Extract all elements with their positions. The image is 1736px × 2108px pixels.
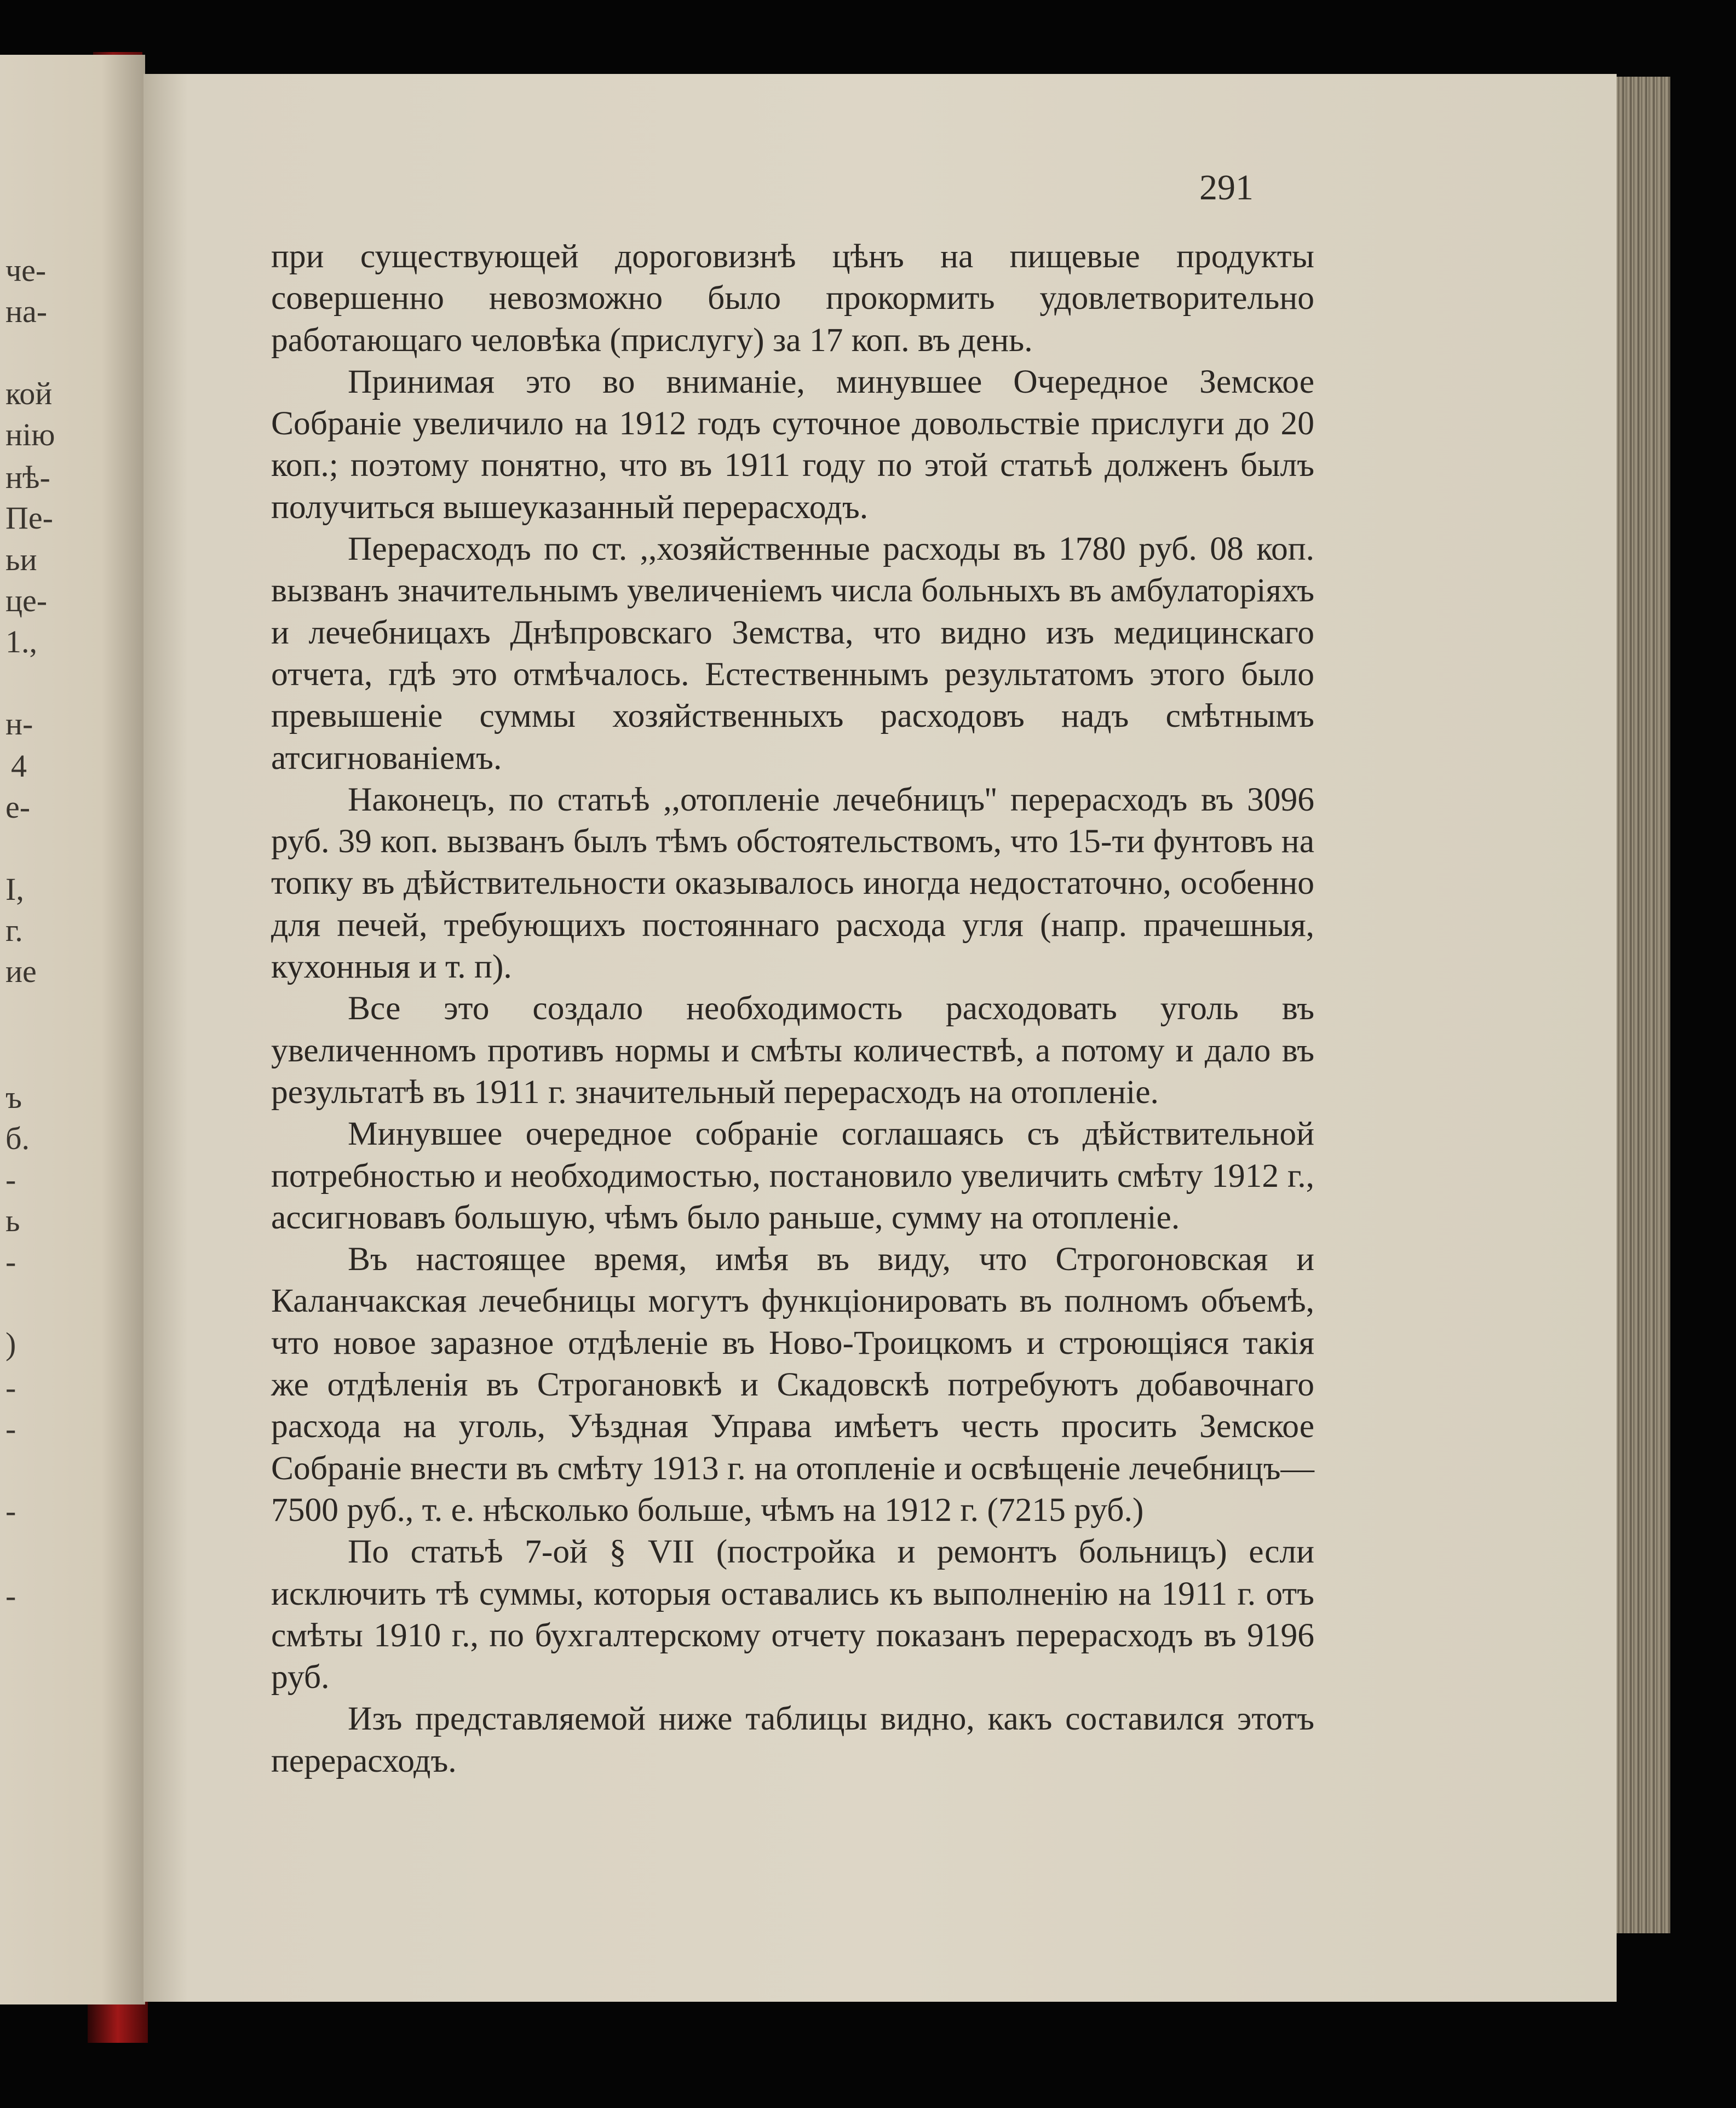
left-page-fragment: - (5, 1244, 16, 1279)
paragraph: Принимая это во вниманіе, минувшее Очередное Земское Собраніе увеличило на 1912 годъ суточное довольствіе прислуги до 20 коп.; поэтому понятно, что въ 1911 году по этой статьѣ долженъ былъ получиться вышеуказанный перерасходъ. (271, 363, 1314, 526)
paragraph: По статьѣ 7-ой § VII (постройка и ремонтъ больницъ) если исключить тѣ суммы, которыя оставались къ выполненію на 1911 г. отъ смѣты 1910 г., по бухгалтерскому отчету показанъ перерасходъ въ 9196 руб. (271, 1533, 1314, 1696)
left-page-fragment: на- (5, 294, 48, 329)
paragraph: Перерасходъ по ст. ,,хозяйственные расходы въ 1780 руб. 08 коп. вызванъ значительнымъ увеличеніемъ числа больныхъ въ амбулаторіяхъ и лечебницахъ Днѣпровскаго Земства, что видно изъ медицинскаго отчета, гдѣ это отмѣчалось. Естественнымъ результатомъ этого было превышеніе суммы хозяйственныхъ расходовъ надъ смѣтнымъ атсигнованіемъ. (271, 530, 1314, 777)
left-page-fragment: - (5, 1370, 16, 1405)
left-page-fragment: 1., (5, 624, 37, 659)
left-page-fragment: нѣ- (5, 459, 50, 495)
left-page-fragment: ) (5, 1326, 16, 1362)
left-page-fragment: - (5, 1493, 16, 1529)
left-page-fragment: ъ (5, 1079, 22, 1115)
left-page-fragment: г. (5, 912, 23, 948)
left-page-fragment: е- (5, 789, 31, 825)
left-page-fragment: - (5, 1411, 16, 1446)
left-page-fragment: нію (5, 417, 55, 452)
left-page-fragment: кой (5, 376, 53, 411)
left-page (0, 55, 145, 2004)
left-page-fragment: ь (5, 1203, 20, 1238)
left-page-fragment: ьи (5, 542, 37, 577)
left-page-fragment: Пе- (5, 500, 53, 536)
page-edges (1610, 77, 1670, 1933)
paragraph: при существующей дороговизнѣ цѣнъ на пищевые продукты совершенно невозможно было прокормить удовлетворительно работающаго человѣка (прислугу) за 17 коп. въ день. (271, 238, 1314, 359)
paragraph: Минувшее очередное собраніе соглашаясь съ дѣйствительной потребностью и необходимостью, постановило увеличить смѣту 1912 г., ассигновавъ большую, чѣмъ было раньше, сумму на отопленіе. (271, 1115, 1314, 1236)
left-page-fragment: - (5, 1578, 16, 1613)
body-text (271, 236, 1314, 1782)
page-number: 291 (1199, 168, 1254, 208)
paragraph: Въ настоящее время, имѣя въ виду, что Строгоновская и Каланчакская лечебницы могутъ функціонировать въ полномъ объемѣ, что новое заразное отдѣленіе въ Ново-Троицкомъ и строющіяся такія же отдѣленія въ Строгановкѣ и Скадовскѣ потребуютъ добавочнаго расхода на уголь, Уѣздная Управа имѣетъ честь просить Земское Собраніе внести въ смѣту 1913 г. на отопленіе и освѣщеніе лечебницъ—7500 руб., т. е. нѣсколько больше, чѣмъ на 1912 г. (7215 руб.) (271, 1240, 1314, 1529)
left-page-fragment: б. (5, 1121, 30, 1156)
left-page-fragment: н- (5, 706, 33, 742)
left-page-fragment: це- (5, 583, 48, 618)
left-page-fragment: - (5, 1162, 16, 1197)
paragraph: Все это создало необходимость расходовать уголь въ увеличенномъ противъ нормы и смѣты количествѣ, а потому и дало въ результатѣ въ 1911 г. значительный перерасходъ на отопленіе. (271, 990, 1314, 1111)
left-page-fragment: 4 (11, 748, 27, 784)
left-page-fragment: ие (5, 954, 37, 989)
left-page-fragment: I, (5, 871, 24, 907)
paragraph: Изъ представляемой ниже таблицы видно, какъ составился этотъ перерасходъ. (271, 1700, 1314, 1779)
paragraph: Наконецъ, по статьѣ ,,отопленіе лечебницъ'' перерасходъ въ 3096 руб. 39 коп. вызванъ былъ тѣмъ обстоятельствомъ, что 15-ти фунтовъ на топку въ дѣйствительности оказывалось иногда недостаточно, особенно для печей, требующихъ постояннаго расхода угля (напр. прачешныя, кухонныя и т. п). (271, 780, 1314, 986)
left-page-fragment: че- (5, 252, 47, 288)
